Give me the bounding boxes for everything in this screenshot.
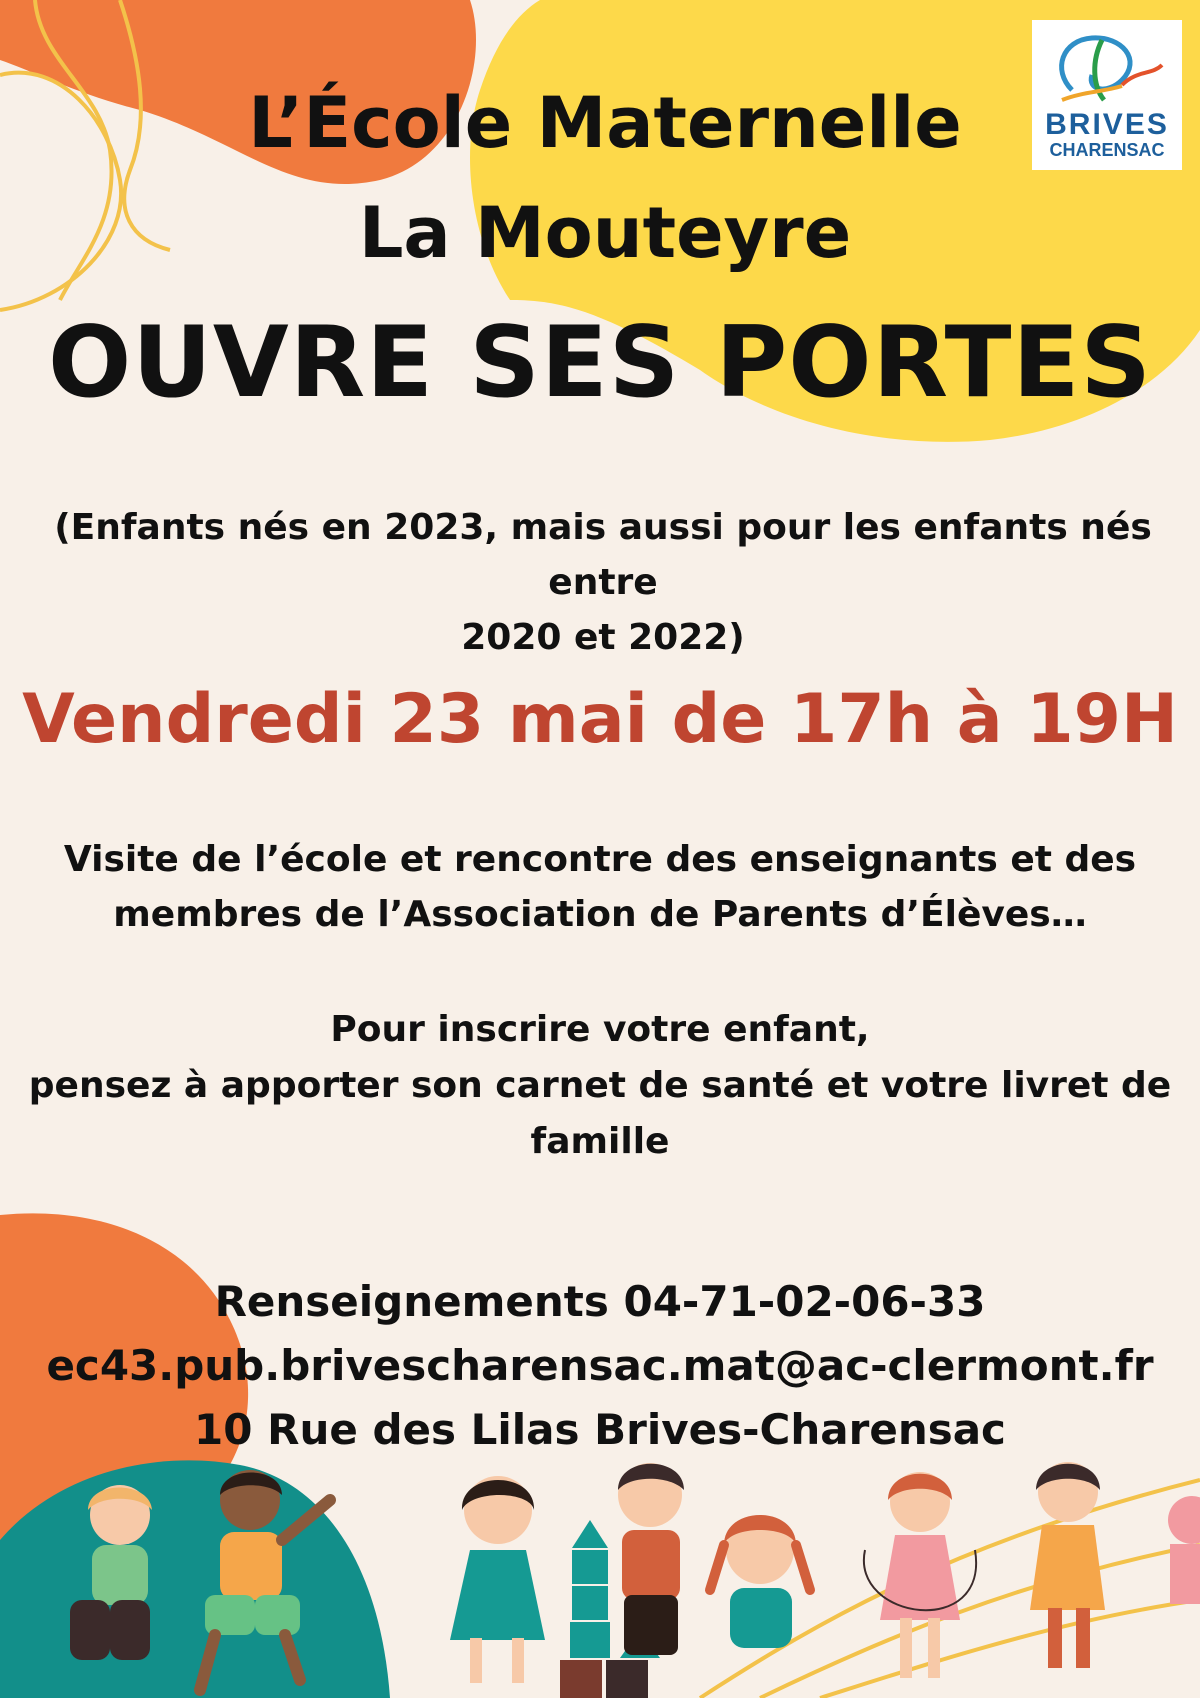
registration-line: famille: [530, 1121, 670, 1162]
contact-block: [0, 1270, 1200, 1462]
registration-info: [0, 1002, 1200, 1170]
child-figure-2: [200, 1470, 330, 1690]
child-figure-6: [864, 1472, 976, 1678]
description-line: membres de l’Association de Parents d’Élèves…: [113, 894, 1087, 935]
registration-line: Pour inscrire votre enfant,: [330, 1009, 870, 1050]
eligibility-line: 2020 et 2022): [461, 617, 745, 658]
child-figure-3: [450, 1476, 545, 1683]
contact-email[interactable]: ec43.pub.brivescharensac.mat@ac-clermont.fr: [46, 1341, 1154, 1390]
child-figure-4: [618, 1463, 684, 1655]
title-line-name: La Mouteyre: [358, 192, 852, 274]
eligibility-line: (Enfants nés en 2023, mais aussi pour les enfants nés entre: [54, 507, 1152, 603]
event-date: Vendredi 23 mai de 17h à 19H: [22, 680, 1178, 759]
child-figure-1: [70, 1485, 152, 1660]
registration-line: pensez à apporter son carnet de santé et votre livret de: [28, 1065, 1172, 1106]
description-line: Visite de l’école et rencontre des enseignants et des: [63, 839, 1137, 880]
child-figure-8: [1168, 1496, 1200, 1604]
contact-phone: Renseignements 04-71-02-06-33: [214, 1277, 986, 1326]
eligibility-text: [6, 500, 1200, 665]
headline-open-doors: OUVRE SES PORTES: [47, 306, 1153, 420]
contact-address: 10 Rue des Lilas Brives-Charensac: [194, 1405, 1006, 1454]
logo-text-brives: BRIVES: [1045, 108, 1169, 141]
title-line-school: L’École Maternelle: [248, 82, 962, 164]
child-figure-5: [710, 1515, 810, 1648]
visit-description: [0, 832, 1200, 942]
logo-text-charensac: CHARENSAC: [1049, 140, 1165, 160]
children-illustration: [0, 1440, 1200, 1698]
child-figure-7: [1030, 1462, 1105, 1668]
